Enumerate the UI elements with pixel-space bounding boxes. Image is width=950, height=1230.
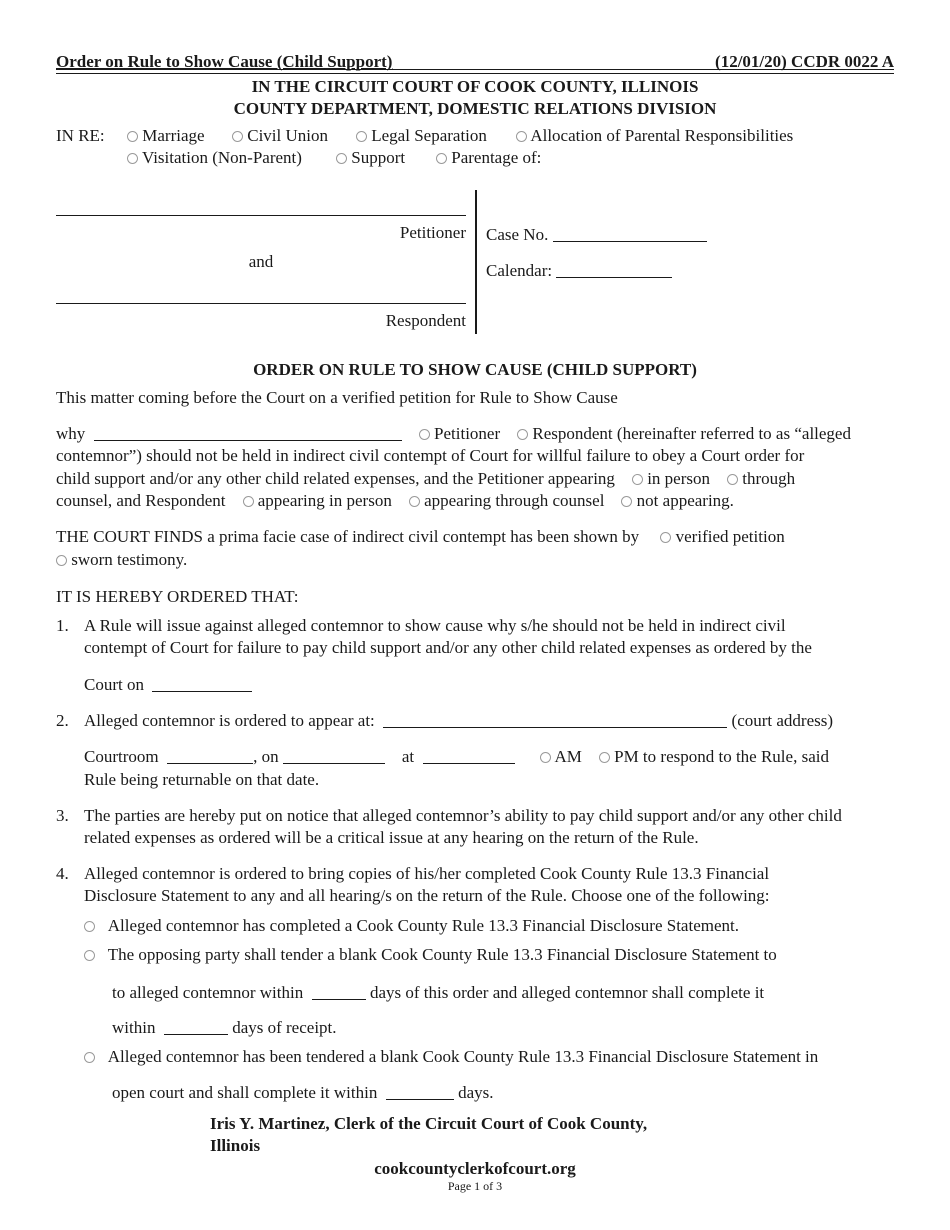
radio-icon[interactable] (336, 153, 347, 164)
intro-line-1: This matter coming before the Court on a verified petition for Rule to Show Cause (56, 388, 618, 407)
petitioner-label: Petitioner (399, 223, 466, 242)
and-label: and (248, 252, 274, 271)
clerk-line-1: Iris Y. Martinez, Clerk of the Circuit Court of Cook County, (210, 1114, 648, 1133)
calendar-field[interactable] (556, 263, 672, 278)
resp-in-person-radio[interactable] (243, 496, 254, 507)
item-4-option-2-line-2: to alleged contemnor within days of this order and alleged contemnor shall complete it (112, 983, 765, 1002)
option-1-radio[interactable] (84, 921, 95, 932)
item-1-number: 1. (56, 616, 69, 635)
court-division: COUNTY DEPARTMENT, DOMESTIC RELATIONS DIVISION (233, 99, 717, 118)
sworn-testimony-radio[interactable] (56, 555, 67, 566)
days-of-order-field[interactable] (312, 985, 366, 1000)
header-rule-double (56, 73, 894, 74)
in-re-support[interactable]: Support (336, 148, 405, 168)
item-4-option-2-line-3: within days of receipt. (112, 1018, 337, 1037)
item-4-line-2: Disclosure Statement to any and all hearing/s on the return of the Rule. Choose one of the following: (84, 886, 770, 905)
item-3-line-1: The parties are hereby put on notice that alleged contemnor’s ability to pay child support and/or any other child (84, 806, 842, 825)
respondent-name-line[interactable] (56, 303, 466, 304)
header-rule (56, 69, 894, 70)
item-3-line-2: related expenses as ordered will be a critical issue at any hearing on the return of the Rule. (84, 828, 699, 847)
item-4-option-1: Alleged contemnor has completed a Cook County Rule 13.3 Financial Disclosure Statement. (84, 916, 739, 936)
in-re-parentage[interactable]: Parentage of: (436, 148, 541, 168)
intro-line-5: counsel, and Respondent appearing in person appearing through counsel not appearing. (56, 491, 734, 510)
in-re-legal-separation[interactable]: Legal Separation (356, 126, 487, 146)
item-4-option-2: The opposing party shall tender a blank Cook County Rule 13.3 Financial Disclosure Statement to (84, 945, 777, 965)
in-re-marriage[interactable]: Marriage (127, 126, 205, 146)
item-2-line-2: Courtroom , on at AM PM to respond to the Rule, said (84, 747, 829, 766)
date-field[interactable] (283, 749, 385, 764)
radio-icon[interactable] (232, 131, 243, 142)
am-radio[interactable] (540, 752, 551, 763)
page-number: Page 1 of 3 (447, 1179, 503, 1193)
intro-line-4: child support and/or any other child related expenses, and the Petitioner appearing in person through (56, 469, 796, 488)
through-counsel-radio[interactable] (727, 474, 738, 485)
days-to-complete-field[interactable] (386, 1085, 454, 1100)
order-title: ORDER ON RULE TO SHOW CAUSE (CHILD SUPPORT) (253, 360, 697, 379)
courtroom-field[interactable] (167, 749, 253, 764)
item-1-court-on: Court on (84, 675, 252, 695)
findings-line-1: THE COURT FINDS a prima facie case of indirect civil contempt has been shown by verified petition (56, 527, 785, 546)
radio-icon[interactable] (127, 131, 138, 142)
in-re-civil-union[interactable]: Civil Union (232, 126, 328, 146)
item-1-line-2: contempt of Court for failure to pay child support and/or any other child related expenses as ordered by the (84, 638, 812, 657)
calendar: Calendar: (486, 261, 672, 281)
radio-icon[interactable] (356, 131, 367, 142)
why-field[interactable] (94, 426, 402, 441)
verified-petition-radio[interactable] (660, 532, 671, 543)
item-4-option-3: Alleged contemnor has been tendered a blank Cook County Rule 13.3 Financial Disclosure Statement in (84, 1047, 818, 1067)
item-2-line-1: Alleged contemnor is ordered to appear at: (court address) (84, 711, 834, 730)
in-re-allocation[interactable]: Allocation of Parental Responsibilities (516, 126, 793, 146)
case-no-field[interactable] (553, 227, 707, 242)
option-3-radio[interactable] (84, 1052, 95, 1063)
website: cookcountyclerkofcourt.org (374, 1159, 576, 1178)
item-4-option-3-line-2: open court and shall complete it within days. (112, 1083, 494, 1102)
clerk-line-2: Illinois (210, 1136, 261, 1155)
caption-divider (475, 190, 477, 334)
in-re-label: IN RE: (56, 126, 105, 145)
item-2-line-3: Rule being returnable on that date. (84, 770, 320, 789)
form-code: (12/01/20) CCDR 0022 A (715, 52, 894, 71)
court-address-field[interactable] (383, 713, 727, 728)
respondent-radio[interactable] (517, 429, 528, 440)
intro-line-3: contemnor”) should not be held in indirect civil contempt of Court for willful failure to obey a Court order for (56, 446, 805, 465)
item-4-line-1: Alleged contemnor is ordered to bring copies of his/her completed Cook County Rule 13.3 Financial (84, 864, 770, 883)
form-title: Order on Rule to Show Cause (Child Support) (56, 52, 393, 71)
in-person-radio[interactable] (632, 474, 643, 485)
respondent-label: Respondent (385, 311, 466, 330)
case-no: Case No. (486, 225, 707, 245)
resp-counsel-radio[interactable] (409, 496, 420, 507)
option-2-radio[interactable] (84, 950, 95, 961)
court-name: IN THE CIRCUIT COURT OF COOK COUNTY, ILLINOIS (251, 77, 699, 96)
in-re-visitation[interactable]: Visitation (Non-Parent) (127, 148, 302, 168)
court-on-date-field[interactable] (152, 677, 252, 692)
ordered-heading: IT IS HEREBY ORDERED THAT: (56, 587, 299, 606)
item-1-line-1: A Rule will issue against alleged contemnor to show cause why s/he should not be held in indirect civil (84, 616, 786, 635)
item-4-number: 4. (56, 864, 69, 883)
radio-icon[interactable] (127, 153, 138, 164)
radio-icon[interactable] (436, 153, 447, 164)
petitioner-radio[interactable] (419, 429, 430, 440)
findings-line-2: sworn testimony. (56, 550, 187, 570)
item-3-number: 3. (56, 806, 69, 825)
pm-radio[interactable] (599, 752, 610, 763)
intro-line-2: why Petitioner Respondent (hereinafter referred to as “alleged (56, 424, 851, 443)
time-field[interactable] (423, 749, 515, 764)
radio-icon[interactable] (516, 131, 527, 142)
days-of-receipt-field[interactable] (164, 1020, 228, 1035)
item-2-number: 2. (56, 711, 69, 730)
petitioner-name-line[interactable] (56, 215, 466, 216)
resp-not-appearing-radio[interactable] (621, 496, 632, 507)
